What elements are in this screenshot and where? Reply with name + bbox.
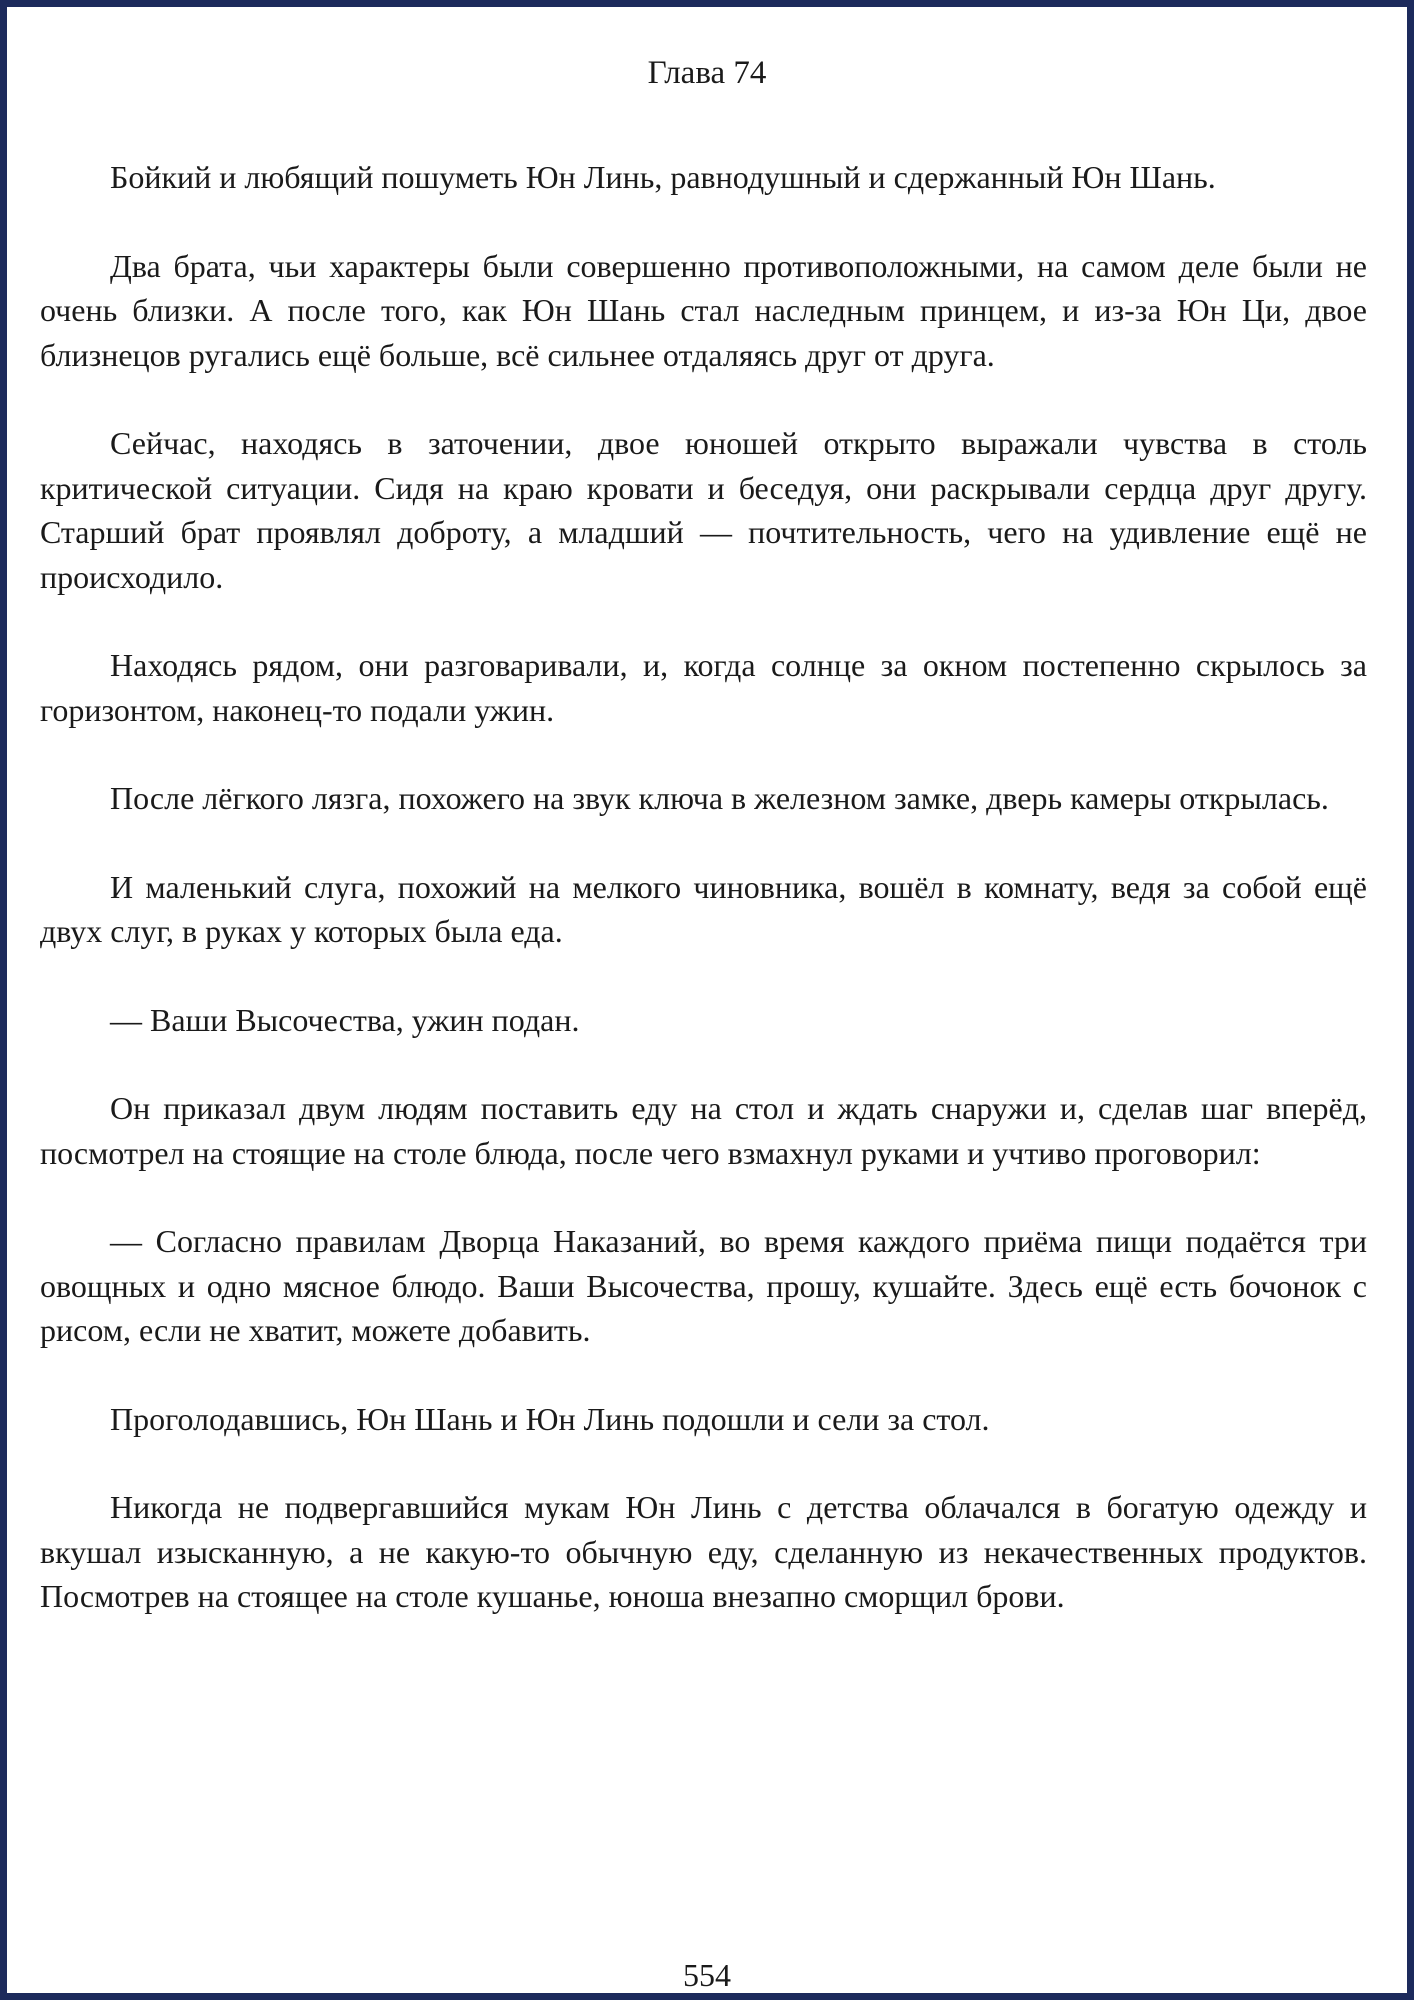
paragraph: Бойкий и любящий пошуметь Юн Линь, равнодушный и сдержанный Юн Шань. xyxy=(110,159,1216,195)
chapter-body xyxy=(40,155,1367,1663)
dialogue-paragraph: — Согласно правилам Дворца Наказаний, во время каждого приёма пищи подаётся три овощных и одно мясное блюдо. Ваши Высочества, прошу, кушайте. Здесь ещё есть бочонок с рисом, если не хватит, можете добавить. xyxy=(40,1223,1367,1348)
dialogue-paragraph: — Ваши Высочества, ужин подан. xyxy=(110,1001,580,1038)
paragraph: Никогда не подвергавшийся мукам Юн Линь с детства облачался в богатую одежду и вкушал изысканную, а не какую-то обычную еду, сделанную из некачественных продуктов. Посмотрев на стоящее на столе кушанье, юноша внезапно сморщил брови. xyxy=(40,1489,1367,1614)
paragraph: Сейчас, находясь в заточении, двое юношей открыто выражали чувства в столь критической ситуации. Сидя на краю кровати и беседуя, они раскрывали сердца друг другу. Старший брат проявлял доброту, а младший — почтительность, чего на удивление ещё не происходило. xyxy=(40,425,1367,595)
paragraph: Он приказал двум людям поставить еду на стол и ждать снаружи и, сделав шаг вперёд, посмотрел на стоящие на столе блюда, после чего взмахнул руками и учтиво проговорил: xyxy=(40,1090,1367,1171)
paragraph: После лёгкого лязга, похожего на звук ключа в железном замке, дверь камеры открылась. xyxy=(110,780,1329,816)
paragraph: Находясь рядом, они разговаривали, и, когда солнце за окном постепенно скрылось за горизонтом, наконец-то подали ужин. xyxy=(40,647,1367,728)
paragraph: И маленький слуга, похожий на мелкого чиновника, вошёл в комнату, ведя за собой ещё двух слуг, в руках у которых была еда. xyxy=(40,868,1367,949)
page-number: 554 xyxy=(683,1957,731,1993)
paragraph: Два брата, чьи характеры были совершенно противоположными, на самом деле были не очень близки. А после того, как Юн Шань стал наследным принцем, и из-за Юн Ци, двое близнецов ругались ещё больше, всё сильнее отдаляясь друг от друга. xyxy=(40,247,1367,373)
chapter-title: Глава 74 xyxy=(647,55,767,91)
paragraph: Проголодавшись, Юн Шань и Юн Линь подошли и сели за стол. xyxy=(110,1400,990,1437)
